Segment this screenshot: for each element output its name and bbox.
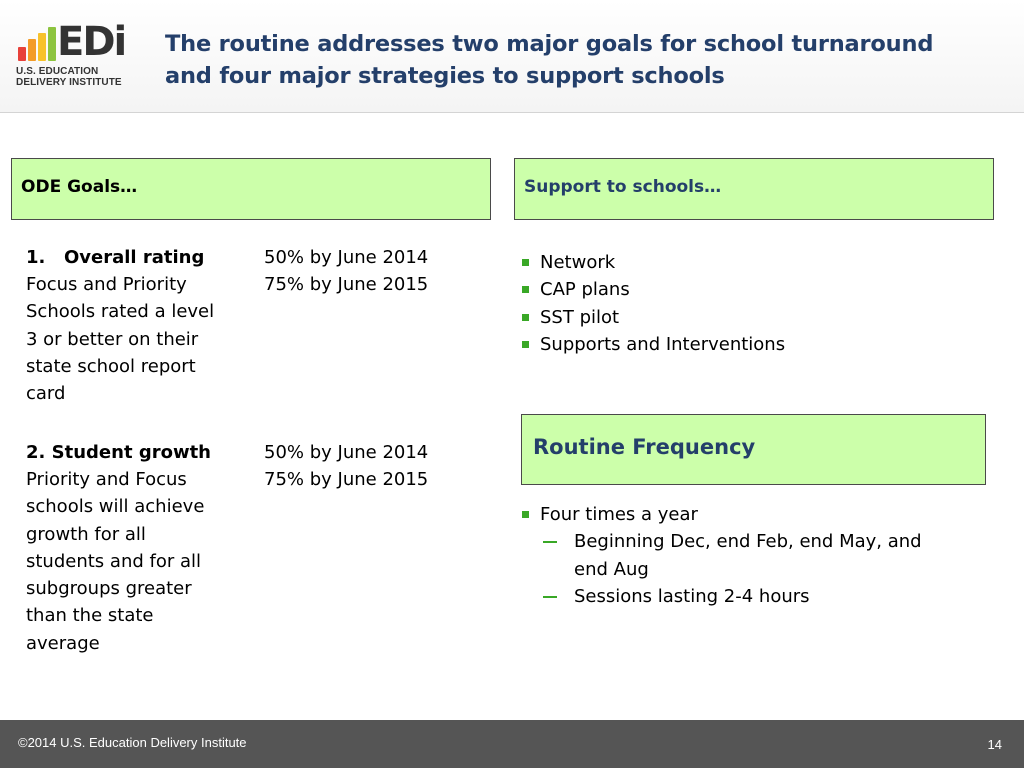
slide-title: [165, 28, 1015, 92]
goal-2-desc-line: schools will achieve: [26, 496, 205, 518]
support-item: SST pilot: [540, 306, 620, 328]
goal-2-desc-line: average: [26, 632, 100, 654]
logo-bars-icon: [18, 27, 58, 61]
logo-mark: EDi: [57, 19, 126, 65]
goal-2-desc-line: students and for all: [26, 550, 201, 572]
logo-line2: DELIVERY INSTITUTE: [16, 77, 122, 88]
support-item: CAP plans: [540, 279, 630, 301]
list-item: [521, 501, 981, 528]
logo-bar-yellow: [38, 33, 46, 61]
support-header-box: [514, 158, 994, 220]
title-line2: and four major strategies to support schools: [165, 63, 725, 89]
goal-2-name: Student growth: [51, 442, 211, 463]
goals-header-box: [11, 158, 491, 220]
square-bullet-icon: [522, 314, 529, 321]
title-line1: The routine addresses two major goals for school turnaround: [165, 31, 934, 57]
goal-1-desc-line: Schools rated a level: [26, 301, 215, 323]
goal-1-title: [26, 244, 204, 271]
list-item: [521, 528, 981, 583]
list-item: [521, 304, 785, 331]
goal-2-description: [26, 466, 256, 657]
frequency-header: Routine Frequency: [533, 435, 756, 459]
support-item: Network: [540, 252, 616, 273]
goal-1-targets: [264, 244, 428, 299]
goal-1-target: 50% by June 2014: [264, 247, 429, 268]
support-header: Support to schools…: [524, 177, 722, 197]
frequency-sub-line: Sessions lasting 2-4 hours: [574, 585, 810, 607]
list-item: [521, 331, 785, 358]
goal-1-desc-line: state school report: [26, 355, 196, 377]
frequency-header-box: [521, 414, 986, 485]
logo-bar-red: [18, 47, 26, 61]
footer-copyright: ©2014 U.S. Education Delivery Institute: [18, 735, 247, 750]
frequency-sub-line: Beginning Dec, end Feb, end May, and: [574, 531, 922, 553]
frequency-sub-line: end Aug: [574, 558, 649, 580]
support-list: [521, 249, 785, 358]
goal-2-desc-line: Priority and Focus: [26, 469, 187, 490]
goal-2-number: 2.: [26, 442, 46, 463]
logo-line1: U.S. EDUCATION: [16, 66, 99, 77]
logo-bar-green: [48, 27, 56, 61]
goal-1-target: 75% by June 2015: [264, 274, 429, 296]
goal-2-target: 50% by June 2014: [264, 442, 429, 463]
square-bullet-icon: [522, 286, 529, 293]
goal-1-desc-line: 3 or better on their: [26, 328, 199, 350]
goals-header: ODE Goals…: [21, 177, 138, 197]
support-item: Supports and Interventions: [540, 333, 786, 355]
frequency-item: Four times a year: [540, 504, 698, 525]
list-item: [521, 249, 785, 276]
edi-logo: [16, 19, 128, 90]
goal-2-desc-line: than the state: [26, 605, 154, 627]
logo-bar-orange: [28, 39, 36, 61]
goal-2-target: 75% by June 2015: [264, 469, 429, 491]
list-item: [521, 276, 785, 303]
square-bullet-icon: [522, 511, 529, 518]
goal-1-desc-line: Focus and Priority: [26, 274, 187, 295]
dash-bullet-icon: [543, 596, 557, 598]
page-number: 14: [987, 737, 1002, 752]
frequency-list: [521, 501, 981, 610]
goal-2-desc-line: growth for all: [26, 523, 146, 545]
list-item: [521, 583, 981, 610]
goal-1-desc-line: card: [26, 383, 66, 405]
goal-2-desc-line: subgroups greater: [26, 578, 192, 600]
dash-bullet-icon: [543, 541, 557, 543]
slide-header: [0, 0, 1024, 113]
slide-footer: [0, 720, 1024, 768]
square-bullet-icon: [522, 341, 529, 348]
square-bullet-icon: [522, 259, 529, 266]
goal-1-name: Overall rating: [64, 247, 205, 268]
goal-1-number: 1.: [26, 247, 46, 268]
goal-2-targets: [264, 439, 428, 494]
goal-1-description: [26, 271, 256, 407]
goal-2-title: [26, 439, 211, 466]
logo-subtitle: [16, 66, 122, 88]
